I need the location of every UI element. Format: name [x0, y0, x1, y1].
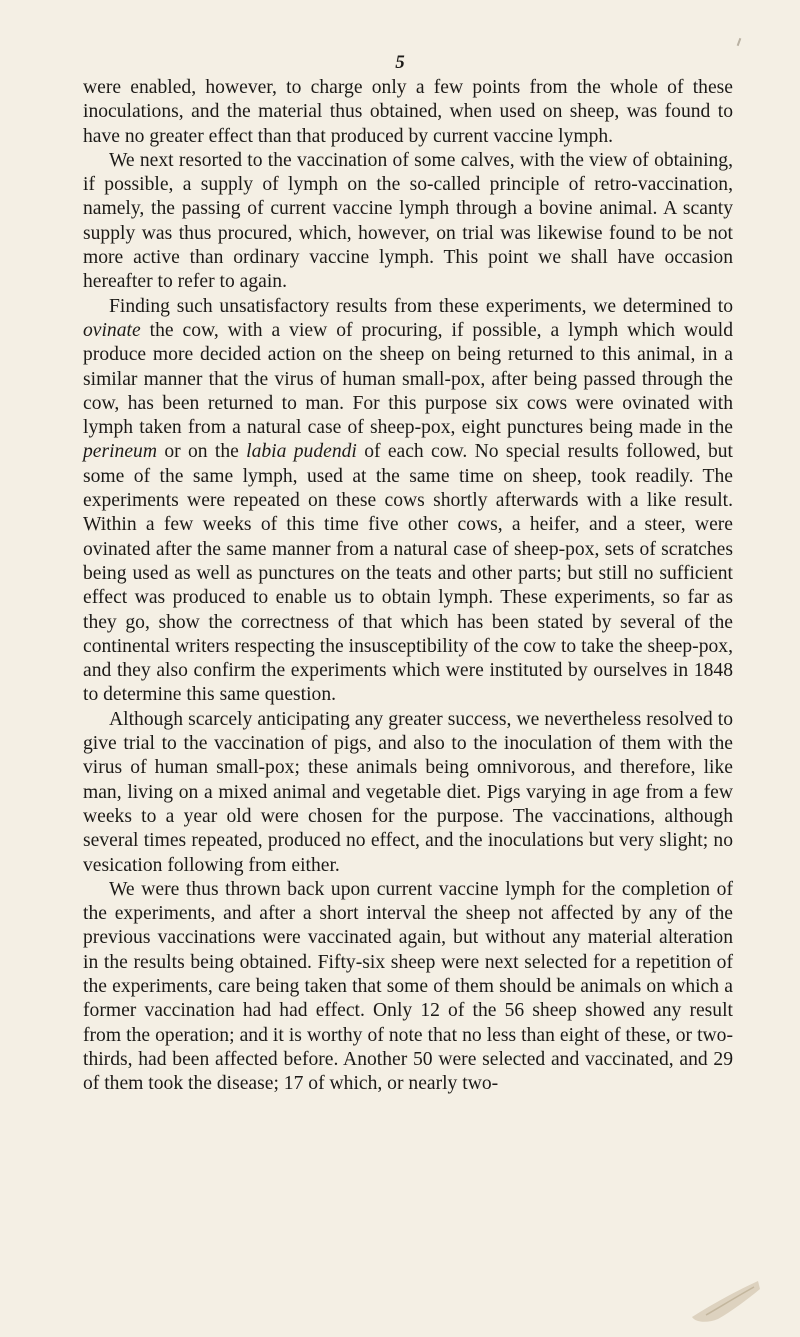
paragraph-cow-ovination: [83, 295, 733, 708]
text-run: of each cow. No special results followed, but some of the same lymph, used at the same time on sheep, took readily. The experiments were repeated on these cows shortly afterwards with a like result. Within a few weeks of this time five other cows, a heifer, and a steer, were ovinated after the same manner from a natural case of sheep-pox, sets of scratches being used as well as punctures on the teats and other parts; but still no sufficient effect was produced to enable us to obtain lymph. These experiments, so far as they go, show the correctness of that which has been stated by several of the continental writers respecting the insusceptibility of the cow to take the sheep-pox, and they also confirm the experiments which were instituted by ourselves in 1848 to determine this same question.: [83, 441, 733, 706]
text-run: We next resorted to the vaccination of some calves, with the view of obtaining, if possible, a supply of lymph on the so-called principle of retro-vaccination, namely, the passing of current vaccine lymph through a bovine animal. A scanty supply was thus procured, which, however, on trial was likewise found to be not more active than ordinary vaccine lymph. This point we shall have occasion hereafter to refer to again.: [83, 149, 733, 293]
text-run: We were thus thrown back upon current vaccine lymph for the completion of the experiments, and after a short interval the sheep not affected by any of the previous vaccinations were vaccinated again, but without any material alteration in the results being obtained. Fifty-six sheep were next selected for a repetition of the experiments, care being taken that some of them should be animals on which a former vaccination had had effect. Only 12 of the 56 sheep showed any result from the operation; and it is worthy of note that no less than eight of these, or two-thirds, had been affected before. Another 50 were selected and vaccinated, and 29 of them took the disease; 17 of which, or nearly two-: [83, 878, 733, 1095]
margin-mark: [737, 38, 742, 46]
text-run: the cow, with a view of procuring, if possible, a lymph which would produce more decided action on the sheep on being returned to this animal, in a similar manner that the virus of human small-pox, after being passed through the cow, has been returned to man. For this purpose six cows were ovinated with lymph taken from a natural case of sheep-pox, eight punctures being made in the: [83, 319, 733, 439]
page-corner-stain: [688, 1277, 762, 1323]
paragraph-calf-retro-vaccination: [83, 149, 733, 295]
text-run: were enabled, however, to charge only a few points from the whole of these inoculations, and the material thus obtained, when used on sheep, was found to have no greater effect than that produced by current vaccine lymph.: [83, 77, 733, 147]
italic-term: labia pudendi: [246, 441, 357, 463]
italic-term: perineum: [83, 441, 158, 463]
text-run: or on the: [157, 441, 247, 463]
italic-term: ovinate: [83, 319, 141, 341]
paragraph-continued-vaccination-results: [83, 76, 733, 149]
paragraph-sheep-revaccination: [83, 878, 733, 1097]
body-text: [83, 76, 733, 1096]
page-number: 5: [395, 52, 405, 73]
text-run: Although scarcely anticipating any greater success, we nevertheless resolved to give trial to the vaccination of pigs, and also to the inoculation of them with the virus of human small-pox; these animals being omnivorous, and therefore, like man, living on a mixed animal and vegetable diet. Pigs varying in age from a few weeks to a year old were chosen for the purpose. The vaccinations, although several times repeated, produced no effect, and the inoculations but very slight; no vesication following from either.: [83, 708, 733, 876]
paragraph-pig-vaccination: [83, 708, 733, 878]
text-run: Finding such unsatisfactory results from these experiments, we determined to: [109, 295, 733, 317]
